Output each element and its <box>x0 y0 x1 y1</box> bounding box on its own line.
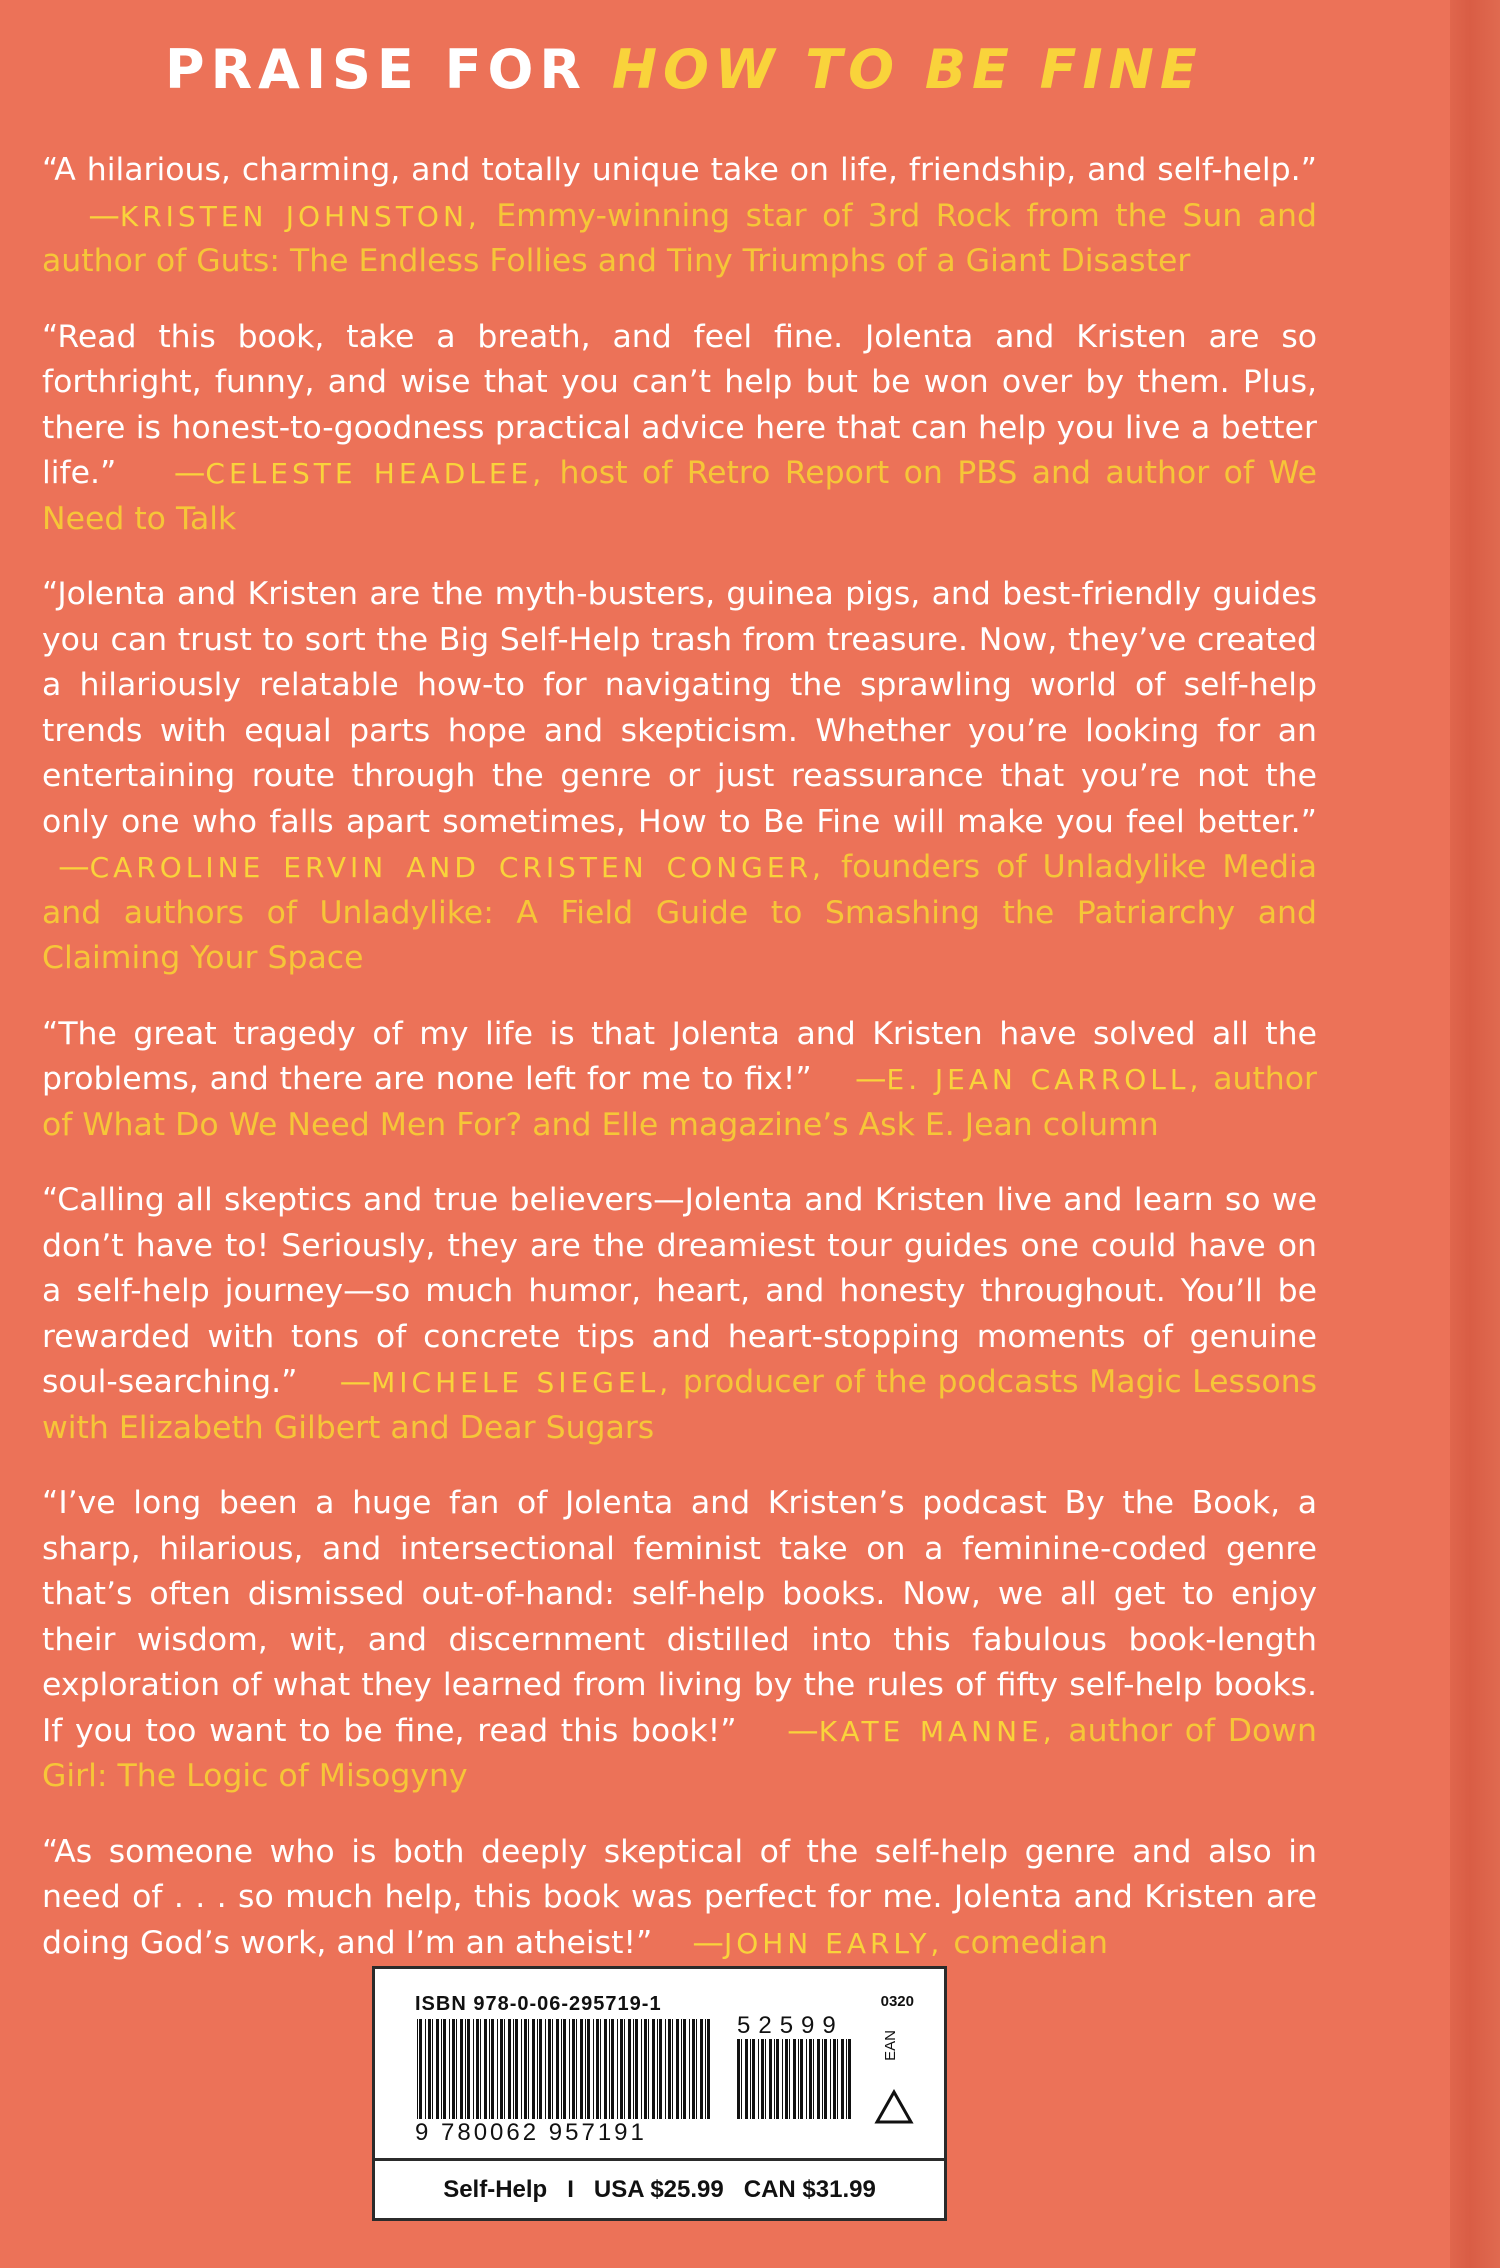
review-name: CELESTE HEADLEE, <box>205 457 546 490</box>
ean-label: EAN <box>882 2030 900 2061</box>
praise-heading-title: HOW TO BE FINE <box>611 38 1203 101</box>
review-quote: “Jolenta and Kristen are the myth-busters, guinea pigs, and best-friendly guides you can trust to sort the Big Self-Help trash from treasure. Now, they’ve created a hilariously relatable how-to for navigating the sprawling world of self-help trends with equal parts hope and skepticism. Whether you’re looking for an entertaining route through the genre or just reassurance that you’re not the only one who falls apart sometimes, How to Be Fine will make you feel better.” <box>42 576 1317 840</box>
review-name: KATE MANNE, <box>818 1714 1056 1748</box>
review-quote: “The great tragedy of my life is that Jolenta and Kristen have solved all the problems, and there are none left for me to fix!” <box>42 1015 1317 1097</box>
review-quote: “Calling all skeptics and true believers—Jolenta and Kristen live and learn so we don’t have to! Seriously, they are the dreamiest tour guides one could have on a self-help journey—so much humor, heart, and honesty throughout. You’ll be rewarded with tons of concrete tips and heart-stopping moments of genuine soul-searching.” <box>42 1182 1317 1400</box>
book-spine-edge <box>1450 0 1500 2268</box>
barcode-addon-icon <box>735 2039 855 2119</box>
triangle-icon <box>874 2089 914 2125</box>
review-quote: “As someone who is both deeply skeptical of the self-help genre and also in need of . . . so much help, this book was perfect for me. Jolenta and Kristen are doing God’s work, and I’m an atheist!” <box>42 1833 1317 1961</box>
review-early: “As someone who is both deeply skeptical of the self-help genre and also in need of . . . so much help, this book was perfect for me. Jolenta and Kristen are doing God’s work, and I’m an atheist!” —JOHN EARLY, comedian <box>42 1833 1317 1961</box>
review-quote: “A hilarious, charming, and totally unique take on life, friendship, and self-help.” <box>42 152 1317 188</box>
barcode-digits: 9 780062 957191 <box>415 2119 647 2146</box>
price-can: CAN $31.99 <box>743 2175 876 2203</box>
review-carroll: “The great tragedy of my life is that Jolenta and Kristen have solved all the problems, and there are none left for me to fix!” —E. JEAN CARROLL, author of What Do We Need Men For? and Elle magazine’s Ask E. Jean column <box>42 1015 1317 1143</box>
barcode-label <box>372 1966 947 2221</box>
isbn-number: ISBN 978-0-06-295719-1 <box>415 1993 662 2015</box>
review-name: MICHELE SIEGEL, <box>371 1366 673 1399</box>
review-johnston: “A hilarious, charming, and totally unique take on life, friendship, and self-help.” —KRISTEN JOHNSTON, Emmy-winning star of 3rd Rock from the Sun and author of Guts: The Endless Follies and Tiny Triumphs of a Giant Disaster <box>42 152 1318 279</box>
review-name: E. JEAN CARROLL, <box>886 1063 1203 1096</box>
review-ervin-conger: “Jolenta and Kristen are the myth-busters, guinea pigs, and best-friendly guides you can trust to sort the Big Self-Help trash from treasure. Now, they’ve created a hilariously relatable how-to for navigating the sprawling world of self-help trends with equal parts hope and skepticism. Whether you’re looking for an entertaining route through the genre or just reassurance that you’re not the only one who falls apart sometimes, How to Be Fine will make you feel better.” —CAROLINE ERVIN AND CRISTEN CONGER, founders of Unladylike Media and authors of Unladylike: A Field Guide to Smashing the Patriarchy and Claiming Your Space <box>42 576 1318 976</box>
review-credit: host of Retro Report on PBS and author of We Need to Talk <box>42 455 1318 537</box>
review-credit: Emmy-winning star of 3rd Rock from the Sun and author of Guts: The Endless Follies and Tiny Triumphs of a Giant Disaster <box>42 197 1318 279</box>
review-credit: comedian <box>953 1924 1109 1961</box>
review-credit: producer of the podcasts Magic Lessons with Elizabeth Gilbert and Dear Sugars <box>42 1364 1318 1446</box>
review-headlee: “Read this book, take a breath, and feel fine. Jolenta and Kristen are so forthright, funny, and wise that you can’t help but be won over by them. Plus, there is honest-to-goodness practical advice here that can help you live a better life.” —CELESTE HEADLEE, host of Retro Report on PBS and author of We Need to Talk <box>42 318 1318 537</box>
review-name: KRISTEN JOHNSTON, <box>119 199 481 233</box>
review-quote: “I’ve long been a huge fan of Jolenta and Kristen’s podcast By the Book, a sharp, hilarious, and intersectional feminist take on a feminine-coded genre that’s often dismissed out-of-hand: self-help books. Now, we all get to enjoy their wisdom, wit, and discernment distilled into this fabulous book-length exploration of what they learned from living by the rules of fifty self-help books. If you too want to be fine, read this book!” <box>42 1485 1317 1749</box>
review-quote: “Read this book, take a breath, and feel fine. Jolenta and Kristen are so forthright, funny, and wise that you can’t help but be won over by them. Plus, there is honest-to-goodness practical advice here that can help you live a better life.” <box>42 318 1317 491</box>
price-usa: USA $25.99 <box>593 2175 724 2203</box>
price-bar <box>375 2158 944 2218</box>
price-code: 0320 <box>880 1993 914 2010</box>
review-siegel: “Calling all skeptics and true believers—Jolenta and Kristen live and learn so we don’t have to! Seriously, they are the dreamiest tour guides one could have on a self-help journey—so much humor, heart, and honesty throughout. You’ll be rewarded with tons of concrete tips and heart-stopping moments of genuine soul-searching.” —MICHELE SIEGEL, producer of the podcasts Magic Lessons with Elizabeth Gilbert and Dear Sugars <box>42 1182 1318 1446</box>
review-credit: author of What Do We Need Men For? and Elle magazine’s Ask E. Jean column <box>42 1061 1317 1143</box>
review-credit: author of Down Girl: The Logic of Misogyny <box>42 1712 1317 1794</box>
addon-digits: 52599 <box>737 2012 844 2039</box>
praise-heading-prefix: PRAISE FOR <box>165 38 587 101</box>
praise-quotes <box>42 148 1317 1996</box>
praise-heading <box>165 38 1203 101</box>
review-name: JOHN EARLY, <box>723 1926 944 1960</box>
review-credit: founders of Unladylike Media and authors of Unladylike: A Field Guide to Smashing the Patriarchy and Claiming Your Space <box>42 849 1318 976</box>
barcode-main-icon <box>415 2019 715 2119</box>
price-separator: I <box>567 2175 574 2203</box>
review-name: CAROLINE ERVIN AND CRISTEN CONGER, <box>89 851 825 884</box>
price-category: Self-Help <box>443 2175 548 2203</box>
review-manne: “I’ve long been a huge fan of Jolenta and Kristen’s podcast By the Book, a sharp, hilarious, and intersectional feminist take on a feminine-coded genre that’s often dismissed out-of-hand: self-help books. Now, we all get to enjoy their wisdom, wit, and discernment distilled into this fabulous book-length exploration of what they learned from living by the rules of fifty self-help books. If you too want to be fine, read this book!” —KATE MANNE, author of Down Girl: The Logic of Misogyny <box>42 1485 1317 1794</box>
